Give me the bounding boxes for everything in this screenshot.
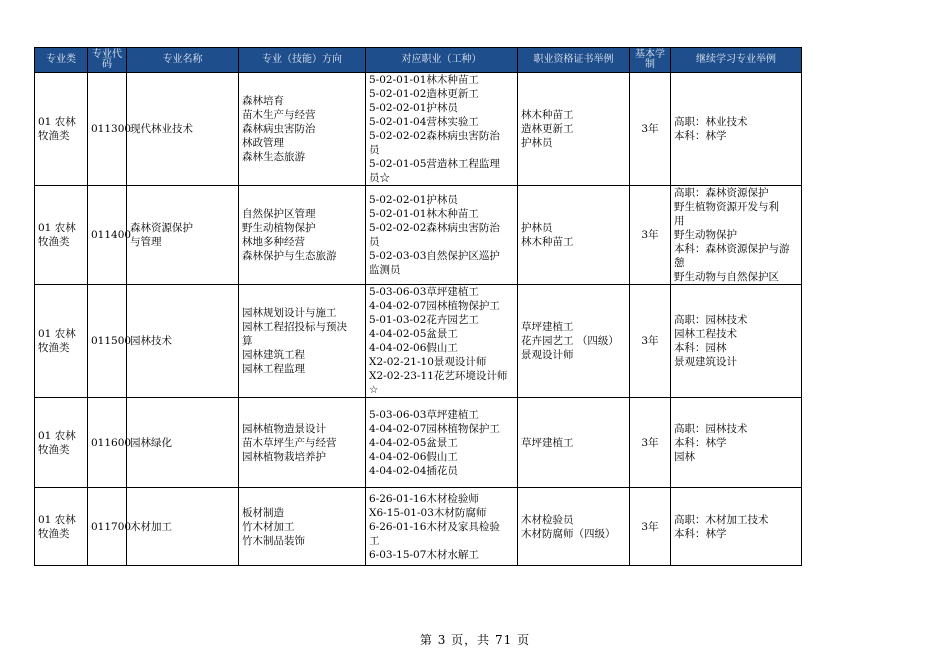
header-name: 专业名称 [127, 48, 239, 73]
cell-duration: 3年 [630, 186, 671, 285]
page-footer: 第 3 页，共 71 页 [419, 633, 531, 647]
table-row [35, 398, 802, 488]
cell-direction: 园林规划设计与施工 园林工程招投标与预决 算 园林建筑工程 园林工程监理 [239, 285, 366, 398]
header-category: 专业类 [35, 48, 88, 73]
cell-category: 01 农林 牧渔类 [35, 285, 88, 398]
cell-direction: 自然保护区管理 野生动植物保护 林地多种经营 森林保护与生态旅游 [239, 186, 366, 285]
cell-name: 园林技术 [127, 285, 239, 398]
cell-occupation: 6-26-01-16木材检验师 X6-15-01-03木材防腐师 6-26-01-16木材及家具检验 工 6-03-15-07木材水解工 [366, 488, 518, 566]
table-header-row [35, 48, 802, 73]
cell-continuing: 高职：森林资源保护 野生植物资源开发与利 用 野生动物保护 本科：森林资源保护与游憩 野生动物与自然保护区 [671, 186, 802, 285]
cell-occupation: 5-02-02-01护林员 5-02-01-01林木种苗工 5-02-02-02森林病虫害防治 员 5-02-03-03自然保护区巡护 监测员 [366, 186, 518, 285]
cell-continuing: 高职：林业技术 本科：林学 [671, 73, 802, 186]
cell-duration: 3年 [630, 488, 671, 566]
cell-name: 木材加工 [127, 488, 239, 566]
header-certificate: 职业资格证书举例 [518, 48, 630, 73]
cell-certificate: 木材检验员 木材防腐师（四级） [518, 488, 630, 566]
cell-code: 011400 [88, 186, 127, 285]
cell-certificate: 草坪建植工 [518, 398, 630, 488]
cell-code: 011700 [88, 488, 127, 566]
cell-name: 园林绿化 [127, 398, 239, 488]
cell-code: 011600 [88, 398, 127, 488]
cell-name: 森林资源保护 与管理 [127, 186, 239, 285]
cell-certificate: 护林员 林木种苗工 [518, 186, 630, 285]
cell-direction: 森林培育 苗木生产与经营 森林病虫害防治 林政管理 森林生态旅游 [239, 73, 366, 186]
table-row [35, 73, 802, 186]
cell-certificate: 草坪建植工 花卉园艺工 （四级） 景观设计师 [518, 285, 630, 398]
table-row [35, 186, 802, 285]
header-occupation: 对应职业（工种） [366, 48, 518, 73]
cell-certificate: 林木种苗工 造林更新工 护林员 [518, 73, 630, 186]
cell-duration: 3年 [630, 398, 671, 488]
cell-occupation: 5-02-01-01林木种苗工 5-02-01-02造林更新工 5-02-02-01护林员 5-02-01-04营林实验工 5-02-02-02森林病虫害防治 员 5-02-01-05营造林工程监理 员☆ [366, 73, 518, 186]
cell-direction: 园林植物造景设计 苗木草坪生产与经营 园林植物栽培养护 [239, 398, 366, 488]
table-row [35, 285, 802, 398]
cell-duration: 3年 [630, 73, 671, 186]
table-row [35, 488, 802, 566]
cell-code: 011500 [88, 285, 127, 398]
header-code: 专业代码 [88, 48, 127, 73]
cell-duration: 3年 [630, 285, 671, 398]
cell-direction: 板材制造 竹木材加工 竹木制品装饰 [239, 488, 366, 566]
header-duration: 基本学制 [630, 48, 671, 73]
cell-category: 01 农林 牧渔类 [35, 186, 88, 285]
cell-name: 现代林业技术 [127, 73, 239, 186]
cell-continuing: 高职：木材加工技术 本科：林学 [671, 488, 802, 566]
cell-category: 01 农林 牧渔类 [35, 398, 88, 488]
cell-occupation: 5-03-06-03草坪建植工 4-04-02-07园林植物保护工 4-04-02-05盆景工 4-04-02-06假山工 4-04-02-04插花员 [366, 398, 518, 488]
cell-category: 01 农林 牧渔类 [35, 73, 88, 186]
cell-continuing: 高职：园林技术 本科：林学 园林 [671, 398, 802, 488]
cell-continuing: 高职：园林技术 园林工程技术 本科：园林 景观建筑设计 [671, 285, 802, 398]
cell-category: 01 农林 牧渔类 [35, 488, 88, 566]
header-direction: 专业（技能）方向 [239, 48, 366, 73]
cell-occupation: 5-03-06-03草坪建植工 4-04-02-07园林植物保护工 5-01-03-02花卉园艺工 4-04-02-05盆景工 4-04-02-06假山工 X2-02-21-10景观设计师 X2-02-23-11花艺环境设计师 ☆ [366, 285, 518, 398]
header-continuing: 继续学习专业举例 [671, 48, 802, 73]
specialty-table [34, 47, 802, 566]
cell-code: 011300 [88, 73, 127, 186]
